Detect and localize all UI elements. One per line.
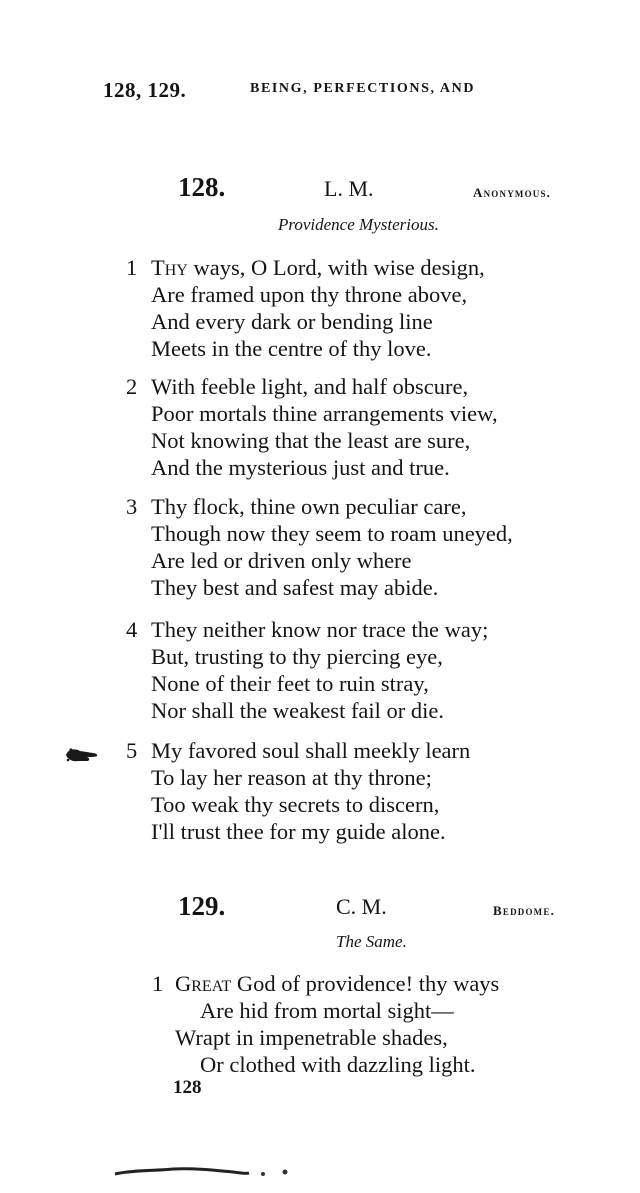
verse-number: 4 [126, 617, 138, 642]
verse-line-text: Are hid from mortal sight— [200, 998, 454, 1023]
verse-line-text: To lay her reason at thy throne; [151, 765, 432, 790]
verse-line-text: They neither know nor trace the way; [151, 617, 489, 642]
page-numbers: 128, 129. [103, 78, 187, 102]
verse-number: 1 [126, 255, 138, 280]
verse-line-text: Nor shall the weakest fail or die. [151, 698, 445, 723]
pointing-hand-icon [63, 744, 101, 766]
hymn-author: Beddome. [493, 903, 556, 918]
ink-smudge [113, 1158, 293, 1182]
opening-word: Great [175, 971, 232, 996]
hymn-author: Anonymous. [473, 185, 552, 200]
verse-line-text: Though now they seem to roam uneyed, [151, 521, 513, 546]
verse-line-text: My favored soul shall meekly learn [151, 738, 471, 763]
verse-line-text: Poor mortals thine arrangements view, [151, 401, 498, 426]
running-header [103, 78, 476, 103]
verse-line-text: None of their feet to ruin stray, [151, 671, 429, 696]
verse-line-text: Meets in the centre of thy love. [151, 336, 432, 361]
verse-line-text: Thy flock, thine own peculiar care, [151, 494, 467, 519]
verse-line-text: Are framed upon thy throne above, [151, 282, 468, 307]
verse-line-text: Not knowing that the least are sure, [151, 428, 471, 453]
verse-line-text: I'll trust thee for my guide alone. [151, 819, 446, 844]
verse-line-text: And every dark or bending line [151, 309, 433, 334]
verse-line-text: Great God of providence! thy ways [175, 971, 500, 996]
hymn-number: 129. [178, 891, 226, 921]
verse-line-text: They best and safest may abide. [151, 575, 439, 600]
verse-line-text: And the mysterious just and true. [151, 455, 450, 480]
verse-number: 1 [152, 971, 164, 996]
signature-mark: 128 [173, 1077, 202, 1098]
opening-word: Thy [151, 255, 188, 280]
hymn-meter: C. M. [336, 894, 387, 919]
verse-number: 5 [126, 738, 138, 763]
verse-line-text: Wrapt in impenetrable shades, [175, 1025, 448, 1050]
hymn-meter: L. M. [324, 176, 374, 201]
verse-line-text: With feeble light, and half obscure, [151, 374, 469, 399]
hymn-subtitle: The Same. [336, 932, 407, 951]
verse-number: 3 [126, 494, 138, 519]
running-title: BEING, PERFECTIONS, AND [250, 81, 476, 96]
verse-line-text: Too weak thy secrets to discern, [151, 792, 440, 817]
verse-line-text: Or clothed with dazzling light. [200, 1052, 476, 1077]
verse-line-text: Thy ways, O Lord, with wise design, [151, 255, 485, 280]
hymn-subtitle: Providence Mysterious. [278, 215, 439, 234]
hymn-number: 128. [178, 172, 226, 202]
verse-line-text: But, trusting to thy piercing eye, [151, 644, 443, 669]
verse-number: 2 [126, 374, 138, 399]
verse-line-text: Are led or driven only where [151, 548, 412, 573]
